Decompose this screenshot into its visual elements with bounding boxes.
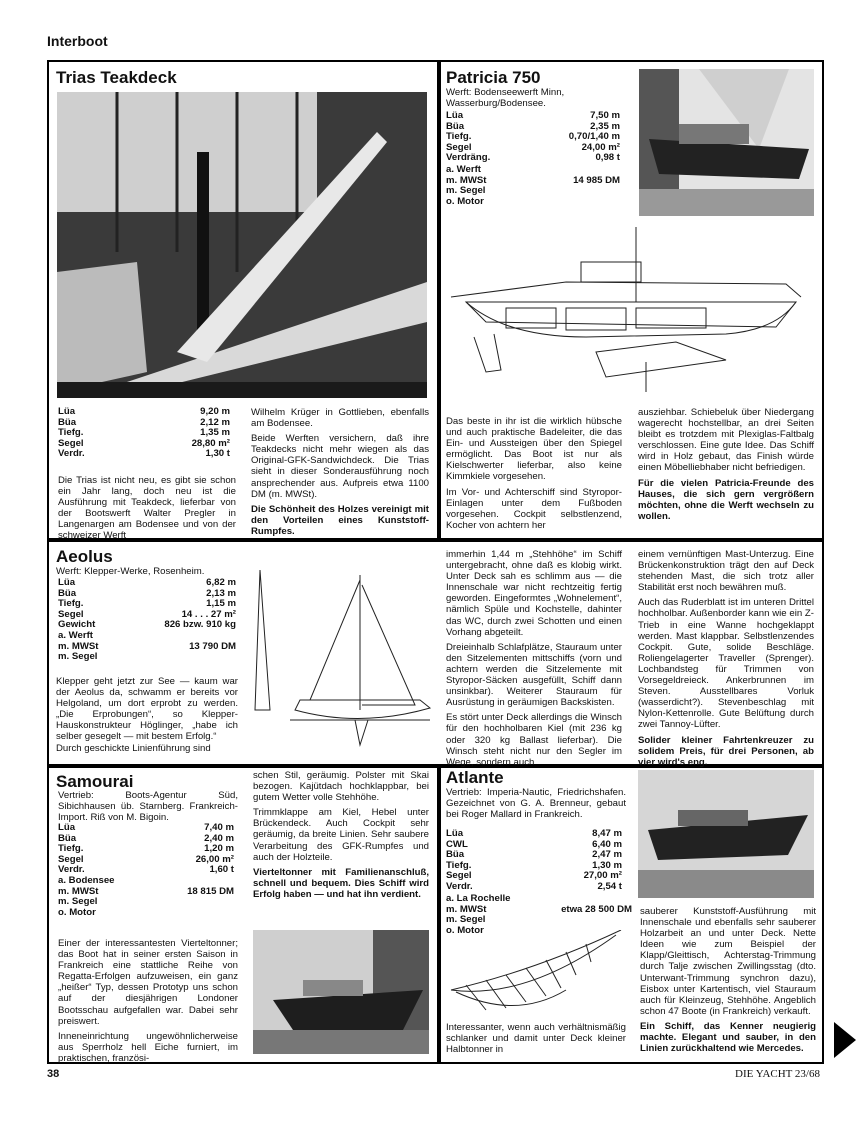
aeolus-specs xyxy=(58,578,236,631)
spec-row: Büa 2,13 m xyxy=(58,587,236,599)
atlante-vertrieb: Vertrieb: Imperia-Nautic, Friedrichshafen. Gezeichnet von G. A. Brenneur, gebaut bei Roger Mallard in Frankreich. xyxy=(446,787,626,821)
aeolus-text-3b: Auch das Ruderblatt ist im unteren Drittel hochholbar. Außenborder kann wie ein Z-Trieb in eine Wanne hochgeklappt werden. Mast klappbar. Selbstlenzendes Cockpit. Gute, solide Beschläge. Roliengelagerter Traveller (Sprenger). Lochbandsteg für Trimmen von Vorsegeldreieck. Ankerbrunnen im Steven. Ausstellbares Vorluk (wasserdicht?). Stevenbeschlag mit Nylon-Kettenrolle. Gute Belüftung durch zwei Tannoy-Lüfter. xyxy=(638,597,814,731)
arrow-right-icon[interactable] xyxy=(834,1022,856,1058)
patricia-text-1 xyxy=(446,416,622,531)
aeolus-text-3a: einem vernünftigen Mast-Unterzug. Eine Brückenkonstruktion trägt den auf Deck stehenden Mast, die sich trotz aller Stabilität erst noch bewähren muß. xyxy=(638,549,814,594)
patricia-plan-drawing xyxy=(446,222,814,400)
atlante-specs xyxy=(446,829,622,893)
trias-text-2b: Beide Werften versichern, daß ihre Teakdecks nicht mehr wiegen als das Original-GFK-Sandwichdeck. Die Trias sieht in dieser Sonderausführung noch ansprechender aus. Aufpreis etwa 1100 DM (m. MWSt). xyxy=(251,433,429,500)
atlante-title: Atlante xyxy=(446,768,504,787)
atlante-summary: Ein Schiff, das Kenner neugierig machte. Elegant und sauber, in den Linien zurückhaltend wie Mercedes. xyxy=(640,1020,816,1055)
atlante-price: etwa 28 500 DM xyxy=(561,903,632,915)
trias-title: Trias Teakdeck xyxy=(56,68,177,87)
samourai-summary: Vierteltonner mit Familienanschluß, schnell und bequem. Dies Schiff wird Erfolg haben — und hat ihn verdient. xyxy=(253,866,429,900)
spec-row: Verdr. 1,60 t xyxy=(58,864,234,876)
section-header: Interboot xyxy=(47,33,108,49)
samourai-photo xyxy=(253,930,429,1054)
patricia-specs xyxy=(446,111,620,164)
atlante-text-2 xyxy=(640,906,816,1054)
samourai-text-1 xyxy=(58,938,238,1064)
patricia-text-1b: Im Vor- und Achterschiff sind Styropor-Einlagen unter dem Fußboden vorgesehen. Cockpit selbstlenzend, Kocher von achtern her xyxy=(446,486,622,531)
patricia-photo xyxy=(639,69,814,216)
atlante-price-block: a. La Rochelle m. MWSt etwa 28 500 DM m. Segel o. Motor xyxy=(446,893,632,936)
samourai-text-1b: Inneneinrichtung ungewöhnlicherweise aus Sperrholz hell Eiche furniert, im praktischen, französi- xyxy=(58,1030,238,1064)
atlante-text-2a: sauberer Kunststoff-Ausführung mit Innenschale und ebenfalls sehr sauberer Holzarbeit an und unter Deck. Nette Ideen wie zum Beispiel der Klapp/Gleittisch, Achterstag-Trimmung durch Talje zwischen Zwillingsstag (dto. Unterwant-Trimmung synchron dazu), Eisbox unter Kartentisch, viel Stauraum auch für Kleinzeug, Stehhöhe. Angeblich schon 47 Boote (in Frankreich) verkauft. xyxy=(640,906,816,1017)
spec-row: Büa 2,47 m xyxy=(446,849,622,861)
aeolus-text-1a: Klepper geht jetzt zur See — kaum war der Aeolus da, schwamm er bereits vor Helgoland, um dort erprobt zu werden. „Die Erprobungen“, so Klepper-Hauskonstrukteur Höglinger, „habe ich selber gesegelt — mit bestem Erfolg.“ xyxy=(56,676,238,743)
patricia-summary: Für die vielen Patricia-Freunde des Hauses, die sich gern vergrößern möchten, ohne die Werft wechseln zu wollen. xyxy=(638,477,814,522)
spec-row: Lüa 7,40 m xyxy=(58,822,234,833)
aeolus-text-2b: Dreieinhalb Schlafplätze, Stauraum unter den Sitzelementen mittschiffs (vorn und achtern werden die Sitzelemente mit Styropor-Säcken ausgefüllt, Schiff dann unsinkbar). Weiterer Stauraum für Ausrüstung in geräumigen Backskisten. xyxy=(446,641,622,709)
samourai-specs xyxy=(58,823,234,876)
spec-row: Büa 2,12 m xyxy=(58,416,230,428)
samourai-text-2b: Trimmklappe am Kiel, Hebel unter Brückendeck. Auch Cockpit sehr geräumig, da breite Linien. Sehr saubere Verarbeitung des GFK-Rumpfes und auch der Holzteile. xyxy=(253,807,429,863)
spec-row: Segel 28,80 m² xyxy=(58,437,230,449)
spec-row: Segel 27,00 m² xyxy=(446,870,622,882)
trias-text-1: Die Trias ist nicht neu, es gibt sie schon ein Jahr lang, doch neu ist die Ausführung mit Teakdeck, lieferbar von der Bootswerft Walter Pregler in Langenargen am Bodensee und von der schweizer Werft xyxy=(58,475,236,542)
trias-specs xyxy=(58,407,230,460)
trias-text-2a: Wilhelm Krüger in Gottlieben, ebenfalls am Bodensee. xyxy=(251,407,429,430)
aeolus-text-2 xyxy=(446,549,622,768)
spec-row: Verdr. 2,54 t xyxy=(446,880,622,892)
aeolus-werft: Werft: Klepper-Werke, Rosenheim. xyxy=(56,566,205,577)
spec-row: Segel 26,00 m² xyxy=(58,853,234,865)
patricia-text-2a: ausziehbar. Schiebeluk über Niedergang wagerecht hochstellbar, an drei Seiten bleibt es trotzdem mit Plexiglas-Faltbalg verschlossen. Eine gute Idee. Das Schiff wird in Holz gebaut, das Finish würde einen Möbelliebhaber nicht befriedigen. xyxy=(638,407,814,474)
aeolus-price: 13 790 DM xyxy=(189,640,236,652)
patricia-werft: Werft: Bodenseewerft Minn, Wasserburg/Bodensee. xyxy=(446,87,565,110)
spec-row: Tiefg. 0,70/1,40 m xyxy=(446,131,620,143)
aeolus-sail-plan xyxy=(250,560,436,750)
patricia-price: 14 985 DM xyxy=(573,174,620,186)
samourai-text-2 xyxy=(253,770,429,900)
atlante-lines-drawing xyxy=(446,930,632,1020)
aeolus-text-2c: Es stört unter Deck allerdings die Winsch für den hochholbaren Kiel (mit 236 kg oder 320 kg Ballast lieferbar). Die Winsch steht nicht nur den Segler im Wege, sondern auch xyxy=(446,712,622,768)
aeolus-summary: Solider kleiner Fahrtenkreuzer zu solidem Preis, für drei Personen, ab vier wird's eng. xyxy=(638,734,814,768)
trias-summary: Die Schönheit des Holzes vereinigt mit den Vorteilen eines Kunststoff-Rumpfes. xyxy=(251,503,429,537)
samourai-price-block: a. Bodensee m. MWSt 18 815 DM m. Segel o. Motor xyxy=(58,875,234,918)
spec-row: Tiefg. 1,35 m xyxy=(58,427,230,439)
aeolus-title: Aeolus xyxy=(56,547,113,566)
aeolus-price-block: a. Werft m. MWSt 13 790 DM m. Segel xyxy=(58,630,236,663)
samourai-vertrieb: Vertrieb: Boots-Agentur Süd, Sibichhausen üb. Starnberg. Frankreich-Import. Riß von M. Bigoin. xyxy=(58,790,238,824)
trias-photo xyxy=(57,92,427,398)
spec-row: CWL 6,40 m xyxy=(446,838,622,850)
spec-row: Lüa 8,47 m xyxy=(446,828,622,839)
atlante-photo xyxy=(638,770,814,898)
spec-row: Tiefg. 1,15 m xyxy=(58,598,236,610)
patricia-price-block: a. Werft m. MWSt 14 985 DM m. Segel o. Motor xyxy=(446,164,620,207)
aeolus-text-1b: Durch geschickte Linienführung sind xyxy=(56,742,211,754)
samourai-price: 18 815 DM xyxy=(187,885,234,897)
page-number: 38 xyxy=(47,1068,60,1080)
spec-row: Büa 2,35 m xyxy=(446,120,620,132)
spec-row: Büa 2,40 m xyxy=(58,832,234,844)
samourai-title: Samourai xyxy=(56,772,134,791)
spec-row: Verdräng. 0,98 t xyxy=(446,152,620,164)
patricia-text-1a: Das beste in ihr ist die wirklich hübsche und auch praktische Badeleiter, die das Ein- und Aussteigen über den Spiegel ermöglicht. Das Boot ist nur als Kielschwerter lieferbar, also keine Kimmkiele vorgesehen. xyxy=(446,416,622,483)
spec-row: Tiefg. 1,20 m xyxy=(58,843,234,855)
spec-row: Gewicht 826 bzw. 910 kg xyxy=(58,619,236,631)
spec-row: Verdr. 1,30 t xyxy=(58,448,230,460)
spec-row: Lüa 6,82 m xyxy=(58,577,236,588)
aeolus-text-1 xyxy=(56,676,238,754)
samourai-text-1a: Einer der interessantesten Vierteltonner; das Boot hat in seiner ersten Saison in Frankreich eine stattliche Reihe von Regatta-Erfolgen aufzuweisen, ein ganz „heißer“ Typ, dessen Prototyp uns schon auf der diesjährigen Londoner Bootsschau aufgefallen war. Dabei sehr preiswert. xyxy=(58,938,238,1027)
atlante-text-1: Interessanter, wenn auch verhältnismäßig schlanker und damit unter Deck kleiner Halbtonner in xyxy=(446,1022,626,1056)
patricia-title: Patricia 750 xyxy=(446,68,541,87)
spec-row: Segel 24,00 m² xyxy=(446,141,620,153)
magazine-folio: DIE YACHT 23/68 xyxy=(735,1068,820,1080)
spec-row: Lüa 7,50 m xyxy=(446,110,620,121)
spec-row: Segel 14 . . . 27 m² xyxy=(58,608,236,620)
aeolus-text-2a: immerhin 1,44 m „Stehhöhe“ im Schiff untergebracht, ohne daß es klobig wirkt. Unter Deck sah es schlimm aus — die Innenschale war nicht rechtzeitig fertig geworden. Eingeformtes „Wohnelement“, nämlich Spüle und Kochstelle, dahinter das WC, durch zwei Schotten und einen Vorhang abgeteilt. xyxy=(446,549,622,638)
patricia-text-2 xyxy=(638,407,814,522)
spec-row: Lüa 9,20 m xyxy=(58,406,230,417)
aeolus-text-3 xyxy=(638,549,814,768)
samourai-text-2a: schen Stil, geräumig. Polster mit Skai bezogen. Kajütdach hochklappbar, bei gutem Wetter volle Stehhöhe. xyxy=(253,770,429,804)
spec-row: Tiefg. 1,30 m xyxy=(446,859,622,871)
trias-text-2 xyxy=(251,407,429,537)
